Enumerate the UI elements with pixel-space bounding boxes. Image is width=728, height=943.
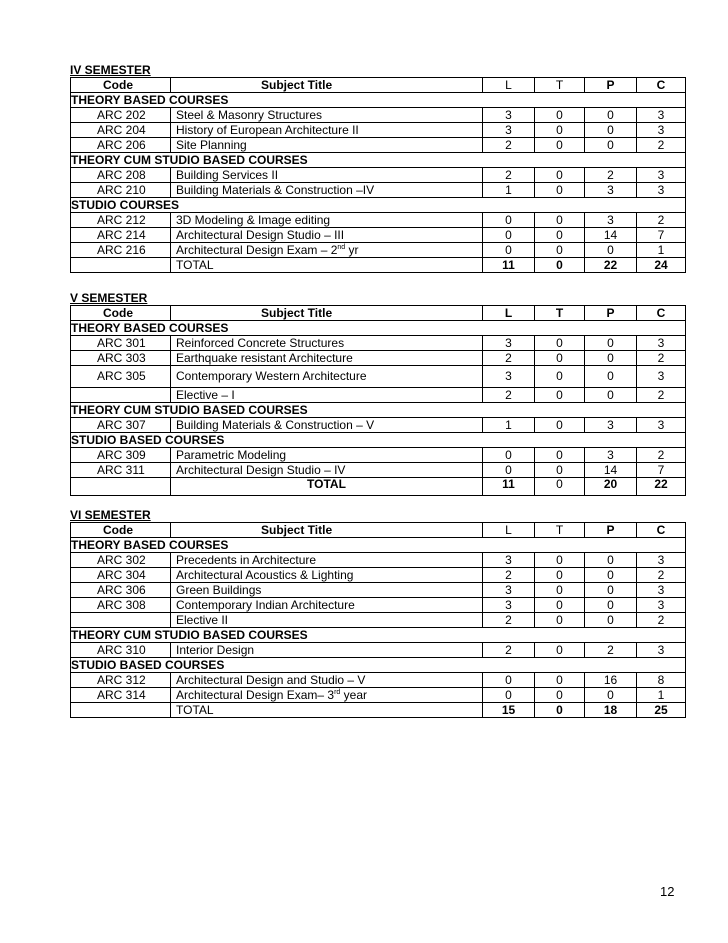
course-title: 3D Modeling & Image editing: [171, 213, 483, 228]
course-title: Precedents in Architecture: [171, 553, 483, 568]
tutorial-hours: 0: [535, 688, 585, 703]
lecture-hours: 3: [483, 598, 535, 613]
practical-hours: 0: [585, 108, 637, 123]
credits: 2: [637, 138, 686, 153]
tutorial-hours: 0: [535, 168, 585, 183]
course-code: ARC 312: [71, 673, 171, 688]
credits: 3: [637, 553, 686, 568]
practical-hours: 0: [585, 336, 637, 351]
lecture-hours: 2: [483, 168, 535, 183]
lecture-hours: 0: [483, 463, 535, 478]
semester-title: V SEMESTER: [70, 291, 148, 305]
lecture-hours: 2: [483, 643, 535, 658]
total-p: 20: [585, 478, 637, 496]
total-t: 0: [535, 478, 585, 496]
practical-hours: 2: [585, 643, 637, 658]
credits: 2: [637, 388, 686, 403]
credits: 3: [637, 418, 686, 433]
total-row: [71, 478, 686, 496]
group-heading: THEORY CUM STUDIO BASED COURSES: [71, 403, 686, 418]
table-row: [71, 336, 686, 351]
tutorial-hours: 0: [535, 183, 585, 198]
credits: 8: [637, 673, 686, 688]
credits: 3: [637, 643, 686, 658]
practical-hours: 0: [585, 123, 637, 138]
practical-hours: 0: [585, 366, 637, 388]
course-title-text: Architectural Design Exam – 2: [176, 243, 338, 257]
course-code: ARC 310: [71, 643, 171, 658]
table-row: [71, 213, 686, 228]
course-title-tail: yr: [345, 243, 359, 257]
total-c: 24: [637, 258, 686, 273]
lecture-hours: 3: [483, 583, 535, 598]
tutorial-hours: 0: [535, 583, 585, 598]
course-title-tail: year: [340, 688, 367, 702]
semester-title: VI SEMESTER: [70, 508, 151, 522]
practical-hours: 3: [585, 213, 637, 228]
course-title: Architectural Design and Studio – V: [171, 673, 483, 688]
tutorial-hours: 0: [535, 598, 585, 613]
lecture-hours: 3: [483, 336, 535, 351]
course-code: ARC 311: [71, 463, 171, 478]
semester-v-table: [70, 305, 686, 496]
credits: 3: [637, 168, 686, 183]
practical-hours: 14: [585, 228, 637, 243]
table-row: [71, 568, 686, 583]
table-row: [71, 168, 686, 183]
lecture-hours: 0: [483, 673, 535, 688]
credits: 2: [637, 213, 686, 228]
course-title: Interior Design: [171, 643, 483, 658]
header-code: Code: [71, 306, 171, 321]
table-row: [71, 108, 686, 123]
header-t: T: [535, 78, 585, 93]
credits: 3: [637, 123, 686, 138]
lecture-hours: 2: [483, 388, 535, 403]
total-l: 11: [483, 478, 535, 496]
credits: 7: [637, 228, 686, 243]
tutorial-hours: 0: [535, 613, 585, 628]
practical-hours: 0: [585, 583, 637, 598]
tutorial-hours: 0: [535, 553, 585, 568]
practical-hours: 3: [585, 448, 637, 463]
practical-hours: 3: [585, 183, 637, 198]
tutorial-hours: 0: [535, 366, 585, 388]
header-subject-title: Subject Title: [171, 306, 483, 321]
practical-hours: 0: [585, 598, 637, 613]
course-title: History of European Architecture II: [171, 123, 483, 138]
course-code: ARC 208: [71, 168, 171, 183]
group-heading: STUDIO BASED COURSES: [71, 433, 686, 448]
course-code: [71, 388, 171, 403]
credits: 3: [637, 598, 686, 613]
total-row: [71, 703, 686, 718]
lecture-hours: 2: [483, 613, 535, 628]
header-c: C: [637, 78, 686, 93]
header-t: T: [535, 523, 585, 538]
course-title: Elective II: [171, 613, 483, 628]
course-code: ARC 301: [71, 336, 171, 351]
table-row: [71, 138, 686, 153]
group-heading: STUDIO BASED COURSES: [71, 658, 686, 673]
lecture-hours: 1: [483, 183, 535, 198]
group-heading: THEORY CUM STUDIO BASED COURSES: [71, 628, 686, 643]
credits: 2: [637, 448, 686, 463]
table-row: [71, 366, 686, 388]
lecture-hours: 2: [483, 568, 535, 583]
tutorial-hours: 0: [535, 418, 585, 433]
practical-hours: 0: [585, 388, 637, 403]
lecture-hours: 2: [483, 138, 535, 153]
tutorial-hours: 0: [535, 643, 585, 658]
practical-hours: 14: [585, 463, 637, 478]
lecture-hours: 0: [483, 213, 535, 228]
tutorial-hours: 0: [535, 568, 585, 583]
course-title: Architectural Acoustics & Lighting: [171, 568, 483, 583]
tutorial-hours: 0: [535, 463, 585, 478]
practical-hours: 0: [585, 138, 637, 153]
practical-hours: 0: [585, 553, 637, 568]
course-title: Earthquake resistant Architecture: [171, 351, 483, 366]
course-title: Site Planning: [171, 138, 483, 153]
tutorial-hours: 0: [535, 351, 585, 366]
header-p: P: [585, 306, 637, 321]
header-p: P: [585, 523, 637, 538]
semester-iv-block: [70, 63, 685, 273]
course-title: [171, 688, 483, 703]
course-title: Contemporary Western Architecture: [171, 366, 483, 388]
table-row: [71, 123, 686, 138]
course-title: Parametric Modeling: [171, 448, 483, 463]
practical-hours: 16: [585, 673, 637, 688]
course-code: ARC 314: [71, 688, 171, 703]
course-code: ARC 202: [71, 108, 171, 123]
credits: 2: [637, 568, 686, 583]
tutorial-hours: 0: [535, 243, 585, 258]
practical-hours: 2: [585, 168, 637, 183]
tutorial-hours: 0: [535, 388, 585, 403]
header-code: Code: [71, 523, 171, 538]
header-l: L: [483, 523, 535, 538]
table-row: [71, 583, 686, 598]
course-code: ARC 204: [71, 123, 171, 138]
group-heading: THEORY BASED COURSES: [71, 538, 686, 553]
total-l: 11: [483, 258, 535, 273]
course-title: Architectural Design Studio – III: [171, 228, 483, 243]
course-code: ARC 307: [71, 418, 171, 433]
credits: 3: [637, 336, 686, 351]
total-label: TOTAL: [171, 258, 483, 273]
group-heading: THEORY BASED COURSES: [71, 93, 686, 108]
course-title: Elective – I: [171, 388, 483, 403]
table-row: [71, 388, 686, 403]
header-subject-title: Subject Title: [171, 523, 483, 538]
course-title: Building Services II: [171, 168, 483, 183]
course-code: ARC 304: [71, 568, 171, 583]
practical-hours: 0: [585, 568, 637, 583]
credits: 1: [637, 243, 686, 258]
lecture-hours: 0: [483, 243, 535, 258]
ordinal-suffix: nd: [337, 244, 346, 251]
course-code: ARC 212: [71, 213, 171, 228]
header-p: P: [585, 78, 637, 93]
course-title: Building Materials & Construction – V: [171, 418, 483, 433]
table-row: [71, 448, 686, 463]
lecture-hours: 0: [483, 228, 535, 243]
lecture-hours: 0: [483, 688, 535, 703]
lecture-hours: 2: [483, 351, 535, 366]
table-row: [71, 688, 686, 703]
total-t: 0: [535, 703, 585, 718]
semester-vi-table: [70, 522, 686, 718]
course-code: ARC 306: [71, 583, 171, 598]
course-code: ARC 303: [71, 351, 171, 366]
header-subject-title: Subject Title: [171, 78, 483, 93]
credits: 7: [637, 463, 686, 478]
semester-iv-table: [70, 77, 686, 273]
total-t: 0: [535, 258, 585, 273]
practical-hours: 0: [585, 351, 637, 366]
credits: 3: [637, 108, 686, 123]
course-code: ARC 214: [71, 228, 171, 243]
table-row: [71, 598, 686, 613]
total-c: 22: [637, 478, 686, 496]
lecture-hours: 0: [483, 448, 535, 463]
course-code: ARC 305: [71, 366, 171, 388]
table-row: [71, 613, 686, 628]
header-t: T: [535, 306, 585, 321]
table-row: [71, 183, 686, 198]
course-code: ARC 302: [71, 553, 171, 568]
header-c: C: [637, 306, 686, 321]
header-code: Code: [71, 78, 171, 93]
lecture-hours: 3: [483, 366, 535, 388]
tutorial-hours: 0: [535, 108, 585, 123]
table-header: [71, 78, 686, 93]
total-l: 15: [483, 703, 535, 718]
group-heading: THEORY BASED COURSES: [71, 321, 686, 336]
group-heading: STUDIO COURSES: [71, 198, 686, 213]
header-c: C: [637, 523, 686, 538]
group-heading: THEORY CUM STUDIO BASED COURSES: [71, 153, 686, 168]
total-label: TOTAL: [171, 703, 483, 718]
credits: 1: [637, 688, 686, 703]
table-row: [71, 643, 686, 658]
total-row: [71, 258, 686, 273]
semester-vi-block: [70, 508, 685, 718]
table-row: [71, 243, 686, 258]
tutorial-hours: 0: [535, 138, 585, 153]
lecture-hours: 3: [483, 123, 535, 138]
course-title: Green Buildings: [171, 583, 483, 598]
course-title-text: Architectural Design Exam– 3: [176, 688, 335, 702]
tutorial-hours: 0: [535, 228, 585, 243]
course-code: [71, 613, 171, 628]
course-code: ARC 308: [71, 598, 171, 613]
ordinal-suffix: rd: [334, 689, 341, 696]
course-code: ARC 309: [71, 448, 171, 463]
table-row: [71, 673, 686, 688]
course-code: ARC 206: [71, 138, 171, 153]
practical-hours: 0: [585, 688, 637, 703]
table-row: [71, 463, 686, 478]
total-p: 22: [585, 258, 637, 273]
course-title: Reinforced Concrete Structures: [171, 336, 483, 351]
total-label: TOTAL: [171, 478, 483, 496]
credits: 2: [637, 351, 686, 366]
course-title: Steel & Masonry Structures: [171, 108, 483, 123]
credits: 3: [637, 183, 686, 198]
table-header: [71, 306, 686, 321]
header-l: L: [483, 306, 535, 321]
semester-title: IV SEMESTER: [70, 63, 151, 77]
practical-hours: 0: [585, 613, 637, 628]
tutorial-hours: 0: [535, 123, 585, 138]
tutorial-hours: 0: [535, 448, 585, 463]
credits: 3: [637, 366, 686, 388]
table-header: [71, 523, 686, 538]
semester-v-block: [70, 291, 685, 496]
course-code: ARC 216: [71, 243, 171, 258]
header-l: L: [483, 78, 535, 93]
total-c: 25: [637, 703, 686, 718]
lecture-hours: 3: [483, 553, 535, 568]
table-row: [71, 418, 686, 433]
course-title: Architectural Design Studio – IV: [171, 463, 483, 478]
page-number: 12: [660, 884, 675, 899]
practical-hours: 0: [585, 243, 637, 258]
tutorial-hours: 0: [535, 673, 585, 688]
table-row: [71, 228, 686, 243]
table-row: [71, 351, 686, 366]
lecture-hours: 3: [483, 108, 535, 123]
table-row: [71, 553, 686, 568]
course-title: Contemporary Indian Architecture: [171, 598, 483, 613]
total-p: 18: [585, 703, 637, 718]
lecture-hours: 1: [483, 418, 535, 433]
tutorial-hours: 0: [535, 213, 585, 228]
course-title: [171, 243, 483, 258]
tutorial-hours: 0: [535, 336, 585, 351]
practical-hours: 3: [585, 418, 637, 433]
course-code: ARC 210: [71, 183, 171, 198]
course-title: Building Materials & Construction –IV: [171, 183, 483, 198]
credits: 2: [637, 613, 686, 628]
credits: 3: [637, 583, 686, 598]
